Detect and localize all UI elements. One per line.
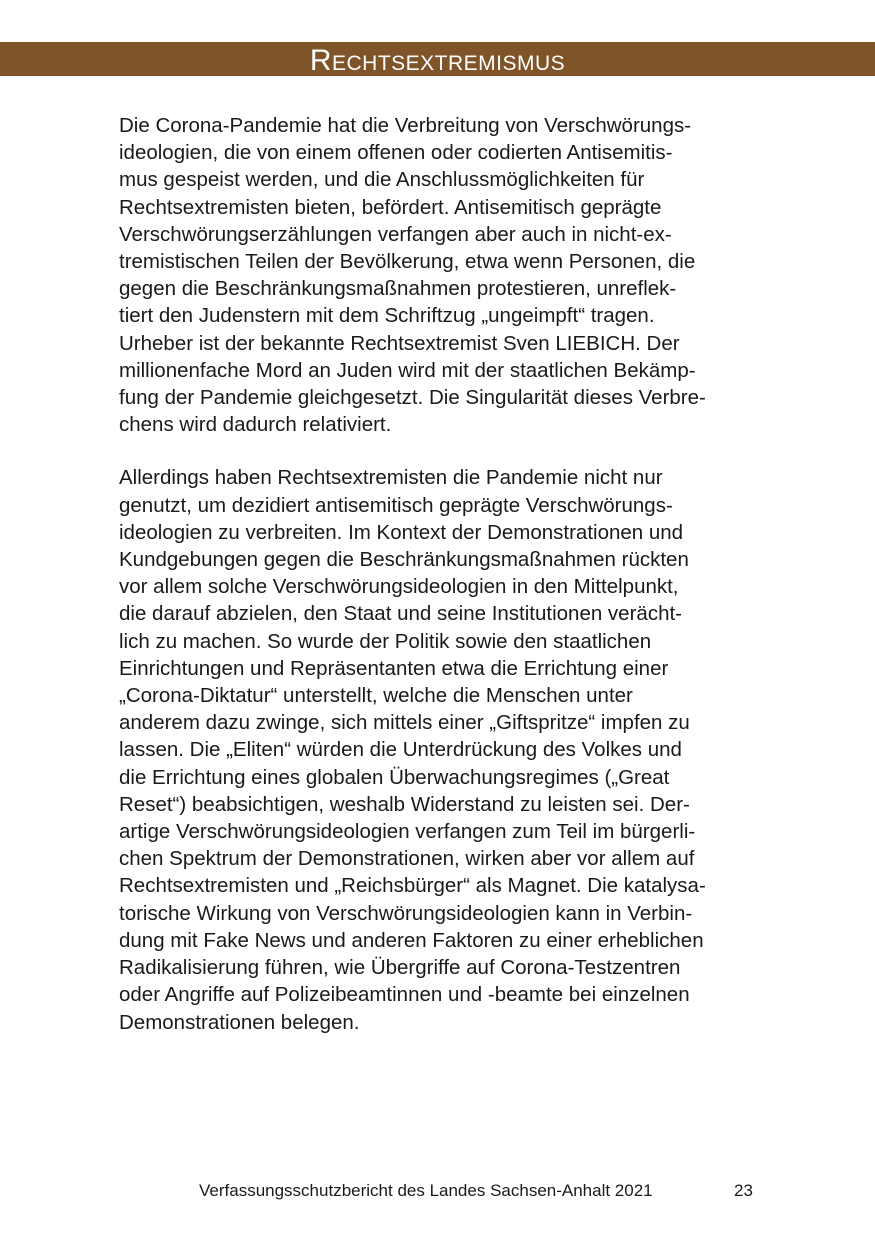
text-line: millionenfache Mord an Juden wird mit der staatlichen Bekämp- bbox=[119, 358, 696, 382]
text-line: anderem dazu zwinge, sich mittels einer „Giftspritze“ impfen zu bbox=[119, 711, 690, 735]
text-line: Verschwörungserzählungen verfangen aber auch in nicht-ex- bbox=[119, 222, 672, 246]
section-title: Rechtsextremismus bbox=[309, 44, 566, 77]
text-line: tiert den Judenstern mit dem Schriftzug „ungeimpft“ tragen. bbox=[119, 304, 655, 328]
paragraph-spacer bbox=[119, 438, 769, 464]
text-line: lich zu machen. So wurde der Politik sowie den staatlichen bbox=[119, 629, 652, 653]
body-text bbox=[119, 112, 769, 1036]
text-line: Rechtsextremisten bieten, befördert. Antisemitisch geprägte bbox=[119, 195, 662, 219]
text-line: Allerdings haben Rechtsextremisten die Pandemie nicht nur bbox=[119, 466, 663, 490]
paragraph-1 bbox=[119, 112, 769, 438]
text-line: fung der Pandemie gleichgesetzt. Die Singularität dieses Verbre- bbox=[119, 386, 706, 410]
text-line: „Corona-Diktatur“ unterstellt, welche die Menschen unter bbox=[119, 684, 633, 708]
text-line: dung mit Fake News und anderen Faktoren zu einer erheblichen bbox=[119, 928, 704, 952]
text-line: artige Verschwörungsideologien verfangen zum Teil im bürgerli- bbox=[119, 820, 696, 844]
text-line: chen Spektrum der Demonstrationen, wirken aber vor allem auf bbox=[119, 847, 695, 871]
text-line: Radikalisierung führen, wie Übergriffe auf Corona-Testzentren bbox=[119, 956, 681, 980]
text-line: lassen. Die „Eliten“ würden die Unterdrückung des Volkes und bbox=[119, 738, 682, 762]
text-line: ideologien zu verbreiten. Im Kontext der Demonstrationen und bbox=[119, 520, 684, 544]
page-number: 23 bbox=[734, 1181, 753, 1200]
text-line: genutzt, um dezidiert antisemitisch geprägte Verschwörungs- bbox=[119, 493, 673, 517]
text-line: Kundgebungen gegen die Beschränkungsmaßnahmen rückten bbox=[119, 548, 689, 572]
text-line: mus gespeist werden, und die Anschlussmöglichkeiten für bbox=[119, 168, 645, 192]
text-line: Einrichtungen und Repräsentanten etwa die Errichtung einer bbox=[119, 656, 669, 680]
text-line: die Errichtung eines globalen Überwachungsregimes („Great bbox=[119, 765, 670, 789]
paragraph-2 bbox=[119, 464, 769, 1035]
footer-publication-title: Verfassungsschutzbericht des Landes Sachsen-Anhalt 2021 bbox=[199, 1181, 653, 1200]
text-line: gegen die Beschränkungsmaßnahmen protestieren, unreflek- bbox=[119, 277, 677, 301]
section-header-bar bbox=[0, 42, 875, 76]
text-line: vor allem solche Verschwörungsideologien in den Mittelpunkt, bbox=[119, 575, 679, 599]
text-line: Reset“) beabsichtigen, weshalb Widerstand zu leisten sei. Der- bbox=[119, 792, 690, 816]
text-line: Die Corona-Pandemie hat die Verbreitung von Verschwörungs- bbox=[119, 114, 692, 137]
text-line: torische Wirkung von Verschwörungsideologien kann in Verbin- bbox=[119, 901, 693, 925]
text-line: ideologien, die von einem offenen oder codierten Antisemitis- bbox=[119, 141, 673, 165]
text-line: tremistischen Teilen der Bevölkerung, etwa wenn Personen, die bbox=[119, 250, 696, 274]
text-line: Rechtsextremisten und „Reichsbürger“ als Magnet. Die katalysa- bbox=[119, 874, 706, 898]
text-line: oder Angriffe auf Polizeibeamtinnen und -beamte bei einzelnen bbox=[119, 983, 690, 1007]
text-line: chens wird dadurch relativiert. bbox=[119, 413, 392, 437]
text-line: Demonstrationen belegen. bbox=[119, 1010, 360, 1034]
text-line: die darauf abzielen, den Staat und seine Institutionen verächt- bbox=[119, 602, 682, 626]
text-line: Urheber ist der bekannte Rechtsextremist Sven LIEBICH. Der bbox=[119, 331, 680, 355]
